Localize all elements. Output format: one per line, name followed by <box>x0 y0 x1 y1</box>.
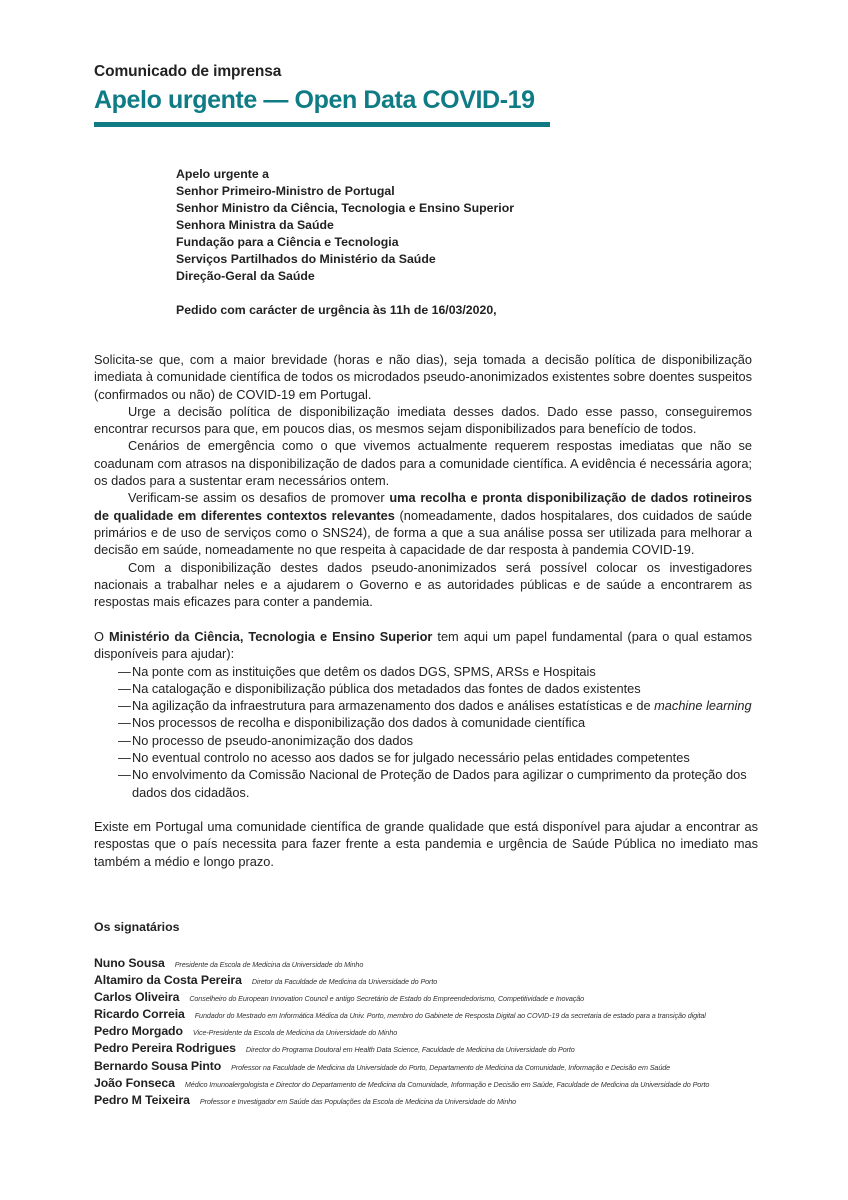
signatory-role: Presidente da Escola de Medicina da Universidade do Minho <box>174 960 364 969</box>
body-paragraph: Cenários de emergência como o que vivemos actualmente requerem respostas imediatas que não se coadunam com atrasos na disponibilização de dados para a comunidade científica. A evidência é necessária agora; os dados para a sustentar eram necessários ontem. <box>94 438 752 489</box>
italic-term: machine learning <box>654 698 752 714</box>
addressee-line: Apelo urgente a <box>176 167 269 181</box>
dash-bullet: — <box>118 732 131 748</box>
signatory-role: Vice-Presidente da Escola de Medicina da Universidade do Minho <box>192 1028 398 1038</box>
urgent-request-line: Pedido com carácter de urgência às 11h de 16/03/2020, <box>176 303 497 317</box>
list-item <box>94 697 752 714</box>
signatory-row <box>94 988 794 1005</box>
list-item <box>94 714 752 731</box>
list-item-text: Na catalogação e disponibilização pública dos metadados das fontes de dados existentes <box>132 680 641 696</box>
ministry-name: Ministério da Ciência, Tecnologia e Ensino Superior <box>108 629 433 644</box>
signatory-role: Professor e Investigador em Saúde das Populações da Escola de Medicina da Universidade do Minho <box>199 1096 517 1106</box>
body-paragraph: Urge a decisão política de disponibilização imediata desses dados. Dado esse passo, conseguiremos encontrar recursos para que, em poucos dias, os mesmos sejam disponibilizados para benefício de todos. <box>94 403 752 437</box>
body-text <box>94 351 752 610</box>
ministry-role-list <box>94 663 752 801</box>
body-paragraph: Solicita-se que, com a maior brevidade (horas e não dias), seja tomada a decisão política de disponibilização imediata à comunidade científica de todos os microdados pseudo-anonimizados existentes sobre doentes suspeitos (confirmados ou não) de COVID-19 em Portugal. <box>94 352 753 402</box>
signatory-row <box>94 1057 794 1074</box>
signatory-row <box>94 1074 794 1091</box>
dash-bullet: — <box>118 680 131 696</box>
paragraph-text: tem aqui um papel fundamental (para o qual estamos disponíveis para ajudar): <box>94 629 752 662</box>
dash-bullet: — <box>118 663 131 679</box>
signatory-role: Professor na Faculdade de Medicina da Universidade do Porto, Departamento de Medicina da Comunidade, Informação e Decisão em Saúde <box>231 1062 671 1072</box>
signatory-row <box>94 1039 794 1056</box>
list-item-text: Na ponte com as instituições que detêm os dados DGS, SPMS, ARSs e Hospitais <box>132 663 596 679</box>
dash-bullet: — <box>118 715 131 731</box>
signatories-list <box>94 954 794 1108</box>
signatory-name: Altamiro da Costa Pereira <box>94 973 242 988</box>
addressee-line: Senhora Ministra da Saúde <box>176 218 334 232</box>
title-underline <box>94 122 550 127</box>
paragraph-text: Verificam-se assim os desafios de promover <box>128 490 390 506</box>
list-item-text: Nos processos de recolha e disponibilização dos dados à comunidade científica <box>132 715 586 731</box>
body-paragraph <box>94 489 752 558</box>
signatory-role: Fundador do Mestrado em Informática Médica da Univ. Porto, membro do Gabinete de Resposta Digital ao COVID-19 da secretaria de estado para a transição digital <box>194 1011 706 1021</box>
emphasis-text: uma recolha e pronta disponibilização de dados rotineiros de qualidade em diferentes contextos relevantes <box>94 490 752 523</box>
ministry-section <box>94 628 752 801</box>
list-item <box>94 749 752 766</box>
list-item-text: No envolvimento da Comissão Nacional de Proteção de Dados para agilizar o cumprimento da proteção dos dados dos cidadãos. <box>132 767 747 800</box>
list-item <box>94 732 752 749</box>
signatory-role: Diretor da Faculdade de Medicina da Universidade do Porto <box>251 977 438 987</box>
list-item-text: No eventual controlo no acesso aos dados se for julgado necessário pelas entidades competentes <box>132 750 690 766</box>
closing-paragraph: Existe em Portugal uma comunidade científica de grande qualidade que está disponível para ajudar a encontrar as respostas que o país necessita para fazer frente a esta pandemia e urgência de Saúde Pública no imediato mas também a médio e longo prazo. <box>94 819 758 869</box>
document-header <box>94 62 550 127</box>
dash-bullet: — <box>118 767 131 783</box>
body-paragraph: Com a disponibilização destes dados pseudo-anonimizados será possível colocar os investigadores nacionais a trabalhar neles e a ajudarem o Governo e as autoridades públicas e de saúde a encontrarem as respostas mais eficazes para conter a pandemia. <box>94 559 752 610</box>
signatory-name: Pedro Morgado <box>94 1024 183 1039</box>
closing-section <box>94 818 758 870</box>
list-item-text: Na agilização da infraestrutura para armazenamento dos dados e análises estatísticas e de <box>132 698 655 714</box>
document-kicker: Comunicado de imprensa <box>94 63 282 80</box>
signatory-name: Bernardo Sousa Pinto <box>94 1058 222 1073</box>
addressee-block <box>176 166 696 319</box>
signatory-role: Médico Imunoalergologista e Director do Departamento de Medicina da Comunidade, Informação e Decisão em Saúde, Faculdade de Medicina da Universidade do Porto <box>184 1079 710 1089</box>
signatory-name: Pedro M Teixeira <box>94 1092 190 1107</box>
ministry-intro <box>94 628 752 663</box>
paragraph-text: (nomeadamente, dados hospitalares, dos cuidados de saúde primários e de uso de serviços como o SNS24), de forma a que a sua análise possa ser utilizada para melhorar a decisão em saúde, nomeadamente no que respeita à capacidade de dar resposta à pandemia COVID-19. <box>94 507 752 558</box>
addressee-line: Senhor Primeiro-Ministro de Portugal <box>176 184 395 198</box>
document-title: Apelo urgente — Open Data COVID-19 <box>94 86 535 114</box>
signatory-row <box>94 954 794 971</box>
signatory-row <box>94 971 794 988</box>
signatories-heading: Os signatários <box>94 920 180 934</box>
signatory-name: Carlos Oliveira <box>94 990 180 1005</box>
dash-bullet: — <box>118 750 131 766</box>
addressee-line: Direção-Geral da Saúde <box>176 269 315 283</box>
signatory-row <box>94 1022 794 1039</box>
signatory-row <box>94 1005 794 1022</box>
signatory-name: João Fonseca <box>94 1075 175 1090</box>
addressee-line: Serviços Partilhados do Ministério da Saúde <box>176 252 436 266</box>
list-item-text: No processo de pseudo-anonimização dos dados <box>132 732 414 748</box>
signatory-name: Pedro Pereira Rodrigues <box>94 1041 236 1056</box>
addressee-line: Senhor Ministro da Ciência, Tecnologia e Ensino Superior <box>176 201 514 215</box>
signatory-role: Director do Programa Doutoral em Health Data Science, Faculdade de Medicina da Universidade do Porto <box>245 1045 575 1055</box>
list-item <box>94 663 752 680</box>
list-item <box>94 680 752 697</box>
list-item <box>94 766 752 801</box>
signatory-name: Nuno Sousa <box>94 956 165 970</box>
signatory-name: Ricardo Correia <box>94 1007 185 1022</box>
addressee-line: Fundação para a Ciência e Tecnologia <box>176 235 399 249</box>
signatory-role: Conselheiro do European Innovation Council e antigo Secretário de Estado do Empreendedorismo, Competitividade e Inovação <box>189 994 585 1004</box>
signatory-row <box>94 1091 794 1108</box>
paragraph-text: O <box>94 629 109 644</box>
dash-bullet: — <box>118 698 131 714</box>
